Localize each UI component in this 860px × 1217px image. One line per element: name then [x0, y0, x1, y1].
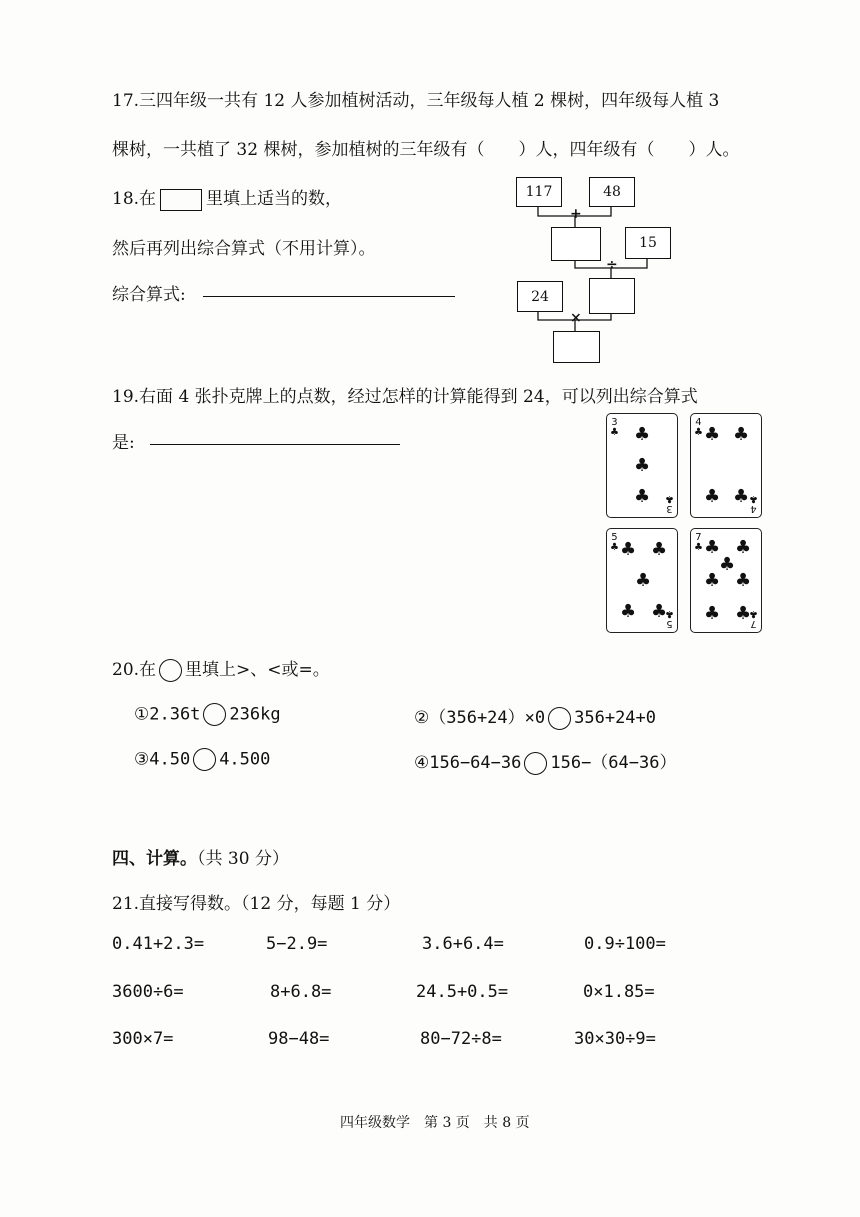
- calc-item[interactable]: 0.41+2.3=: [112, 934, 205, 954]
- calc-item[interactable]: 24.5+0.5=: [416, 982, 509, 1002]
- q21-title: 21.直接写得数。（12 分，每题 1 分）: [112, 894, 401, 914]
- section4-heading: [112, 844, 289, 869]
- card-rank-corner-rotated: 7 ♣: [749, 608, 758, 629]
- divide-operator: ÷: [606, 257, 618, 273]
- club-icon: ♣: [733, 424, 750, 445]
- q20-item4-left: ④156−64−36: [414, 753, 522, 773]
- calc-item[interactable]: 0×1.85=: [583, 982, 655, 1002]
- club-icon: ♣: [735, 603, 752, 624]
- section4-title: 四、计算。: [112, 849, 197, 869]
- q18-suffix: 里填上适当的数，: [206, 189, 343, 209]
- compare-circle-input[interactable]: [193, 748, 216, 771]
- club-icon: ♣: [719, 554, 736, 575]
- club-icon: ♣: [634, 486, 651, 507]
- calc-item[interactable]: 8+6.8=: [270, 982, 332, 1002]
- playing-card-4-clubs: [690, 413, 762, 518]
- times-operator: ×: [570, 310, 582, 326]
- playing-card-5-clubs: [606, 528, 678, 633]
- club-icon: ♣: [620, 601, 637, 622]
- club-icon: ♣: [735, 570, 752, 591]
- q18-line1: [112, 184, 342, 211]
- club-icon: ♣: [704, 486, 721, 507]
- diagram-box-24: 24: [517, 281, 563, 312]
- q18-formula-answer-line[interactable]: [203, 296, 455, 297]
- section4-score: （共 30 分）: [197, 849, 289, 869]
- club-icon: ♣: [704, 537, 721, 558]
- club-icon: ♣: [651, 601, 668, 622]
- club-icon: ♣: [634, 424, 651, 445]
- q20-item1-left: ①2.36t: [134, 704, 201, 725]
- q19-formula-answer-line[interactable]: [150, 444, 400, 445]
- club-icon: ♣: [635, 570, 652, 591]
- q20-item2-right: 356+24+0: [574, 708, 657, 728]
- q20-item2-left: ②（356+24）×0: [414, 708, 546, 728]
- card-rank-corner: 7 ♣: [694, 532, 703, 553]
- card-rank-corner-rotated: 4 ♣: [749, 493, 758, 514]
- club-icon: ♣: [634, 455, 651, 476]
- q20-item4: [414, 748, 676, 775]
- calc-item[interactable]: 30×30÷9=: [574, 1029, 656, 1049]
- q20-item2: [414, 703, 656, 730]
- calc-item[interactable]: 300×7=: [112, 1029, 174, 1049]
- q20-item3-right: 4.500: [219, 749, 271, 770]
- plus-operator: +: [570, 206, 582, 222]
- diagram-answer-box-quotient[interactable]: [589, 278, 635, 314]
- diagram-answer-box-product[interactable]: [553, 331, 600, 363]
- club-icon: ♣: [735, 537, 752, 558]
- card-rank-corner-rotated: 5 ♣: [665, 608, 674, 629]
- q18-prefix: 18.在: [112, 189, 157, 209]
- page-footer: 四年级数学 第 3 页 共 8 页: [340, 1115, 530, 1131]
- club-icon: ♣: [704, 424, 721, 445]
- diagram-answer-box-sum[interactable]: [551, 227, 601, 261]
- q20-title: [112, 655, 330, 682]
- compare-circle-input[interactable]: [524, 752, 547, 775]
- calc-item[interactable]: 3600÷6=: [112, 982, 184, 1002]
- q20-title-suffix: 里填上>、<或=。: [185, 660, 330, 680]
- q17-line1: 17.三四年级一共有 12 人参加植树活动，三年级每人植 2 棵树，四年级每人植 3: [112, 91, 720, 111]
- card-rank-corner: 4 ♣: [694, 417, 703, 438]
- playing-card-3-clubs: [606, 413, 678, 518]
- card-rank-corner: 5 ♣: [610, 532, 619, 553]
- club-icon: ♣: [704, 603, 721, 624]
- q17-line2: 棵树，一共植了 32 棵树，参加植树的三年级有（ ）人，四年级有（ ）人。: [112, 140, 740, 160]
- compare-circle-input[interactable]: [203, 703, 226, 726]
- q19-line1: 19.右面 4 张扑克牌上的点数，经过怎样的计算能得到 24，可以列出综合算式: [112, 387, 698, 407]
- q20-item3-left: ③4.50: [134, 749, 191, 770]
- club-icon: ♣: [620, 539, 637, 560]
- q18-formula-label: 综合算式:: [112, 285, 186, 305]
- q20-item4-right: 156−（64−36）: [550, 753, 677, 773]
- circle-icon: [159, 659, 182, 682]
- calc-item[interactable]: 98−48=: [268, 1029, 330, 1049]
- calc-item[interactable]: 3.6+6.4=: [422, 934, 504, 954]
- q20-item1-right: 236kg: [229, 704, 281, 725]
- club-icon: ♣: [651, 539, 668, 560]
- calc-item[interactable]: 0.9÷100=: [584, 934, 666, 954]
- diagram-box-15: 15: [625, 227, 671, 259]
- compare-circle-input[interactable]: [548, 707, 571, 730]
- club-icon: ♣: [704, 570, 721, 591]
- calc-item[interactable]: 5−2.9=: [266, 934, 328, 954]
- diagram-box-48: 48: [589, 177, 635, 207]
- calc-item[interactable]: 80−72÷8=: [420, 1029, 502, 1049]
- card-rank-corner-rotated: 3 ♣: [665, 493, 674, 514]
- club-icon: ♣: [733, 486, 750, 507]
- card-rank-corner: 3 ♣: [610, 417, 619, 438]
- answer-box-sample: [160, 189, 202, 211]
- diagram-box-117: 117: [516, 177, 562, 207]
- q20-item1: [134, 703, 281, 726]
- q20-item3: [134, 748, 270, 771]
- q19-formula-label: 是:: [112, 433, 135, 453]
- q18-line2: 然后再列出综合算式（不用计算）。: [112, 239, 376, 259]
- q20-title-prefix: 20.在: [112, 660, 157, 680]
- playing-card-7-clubs: [690, 528, 762, 633]
